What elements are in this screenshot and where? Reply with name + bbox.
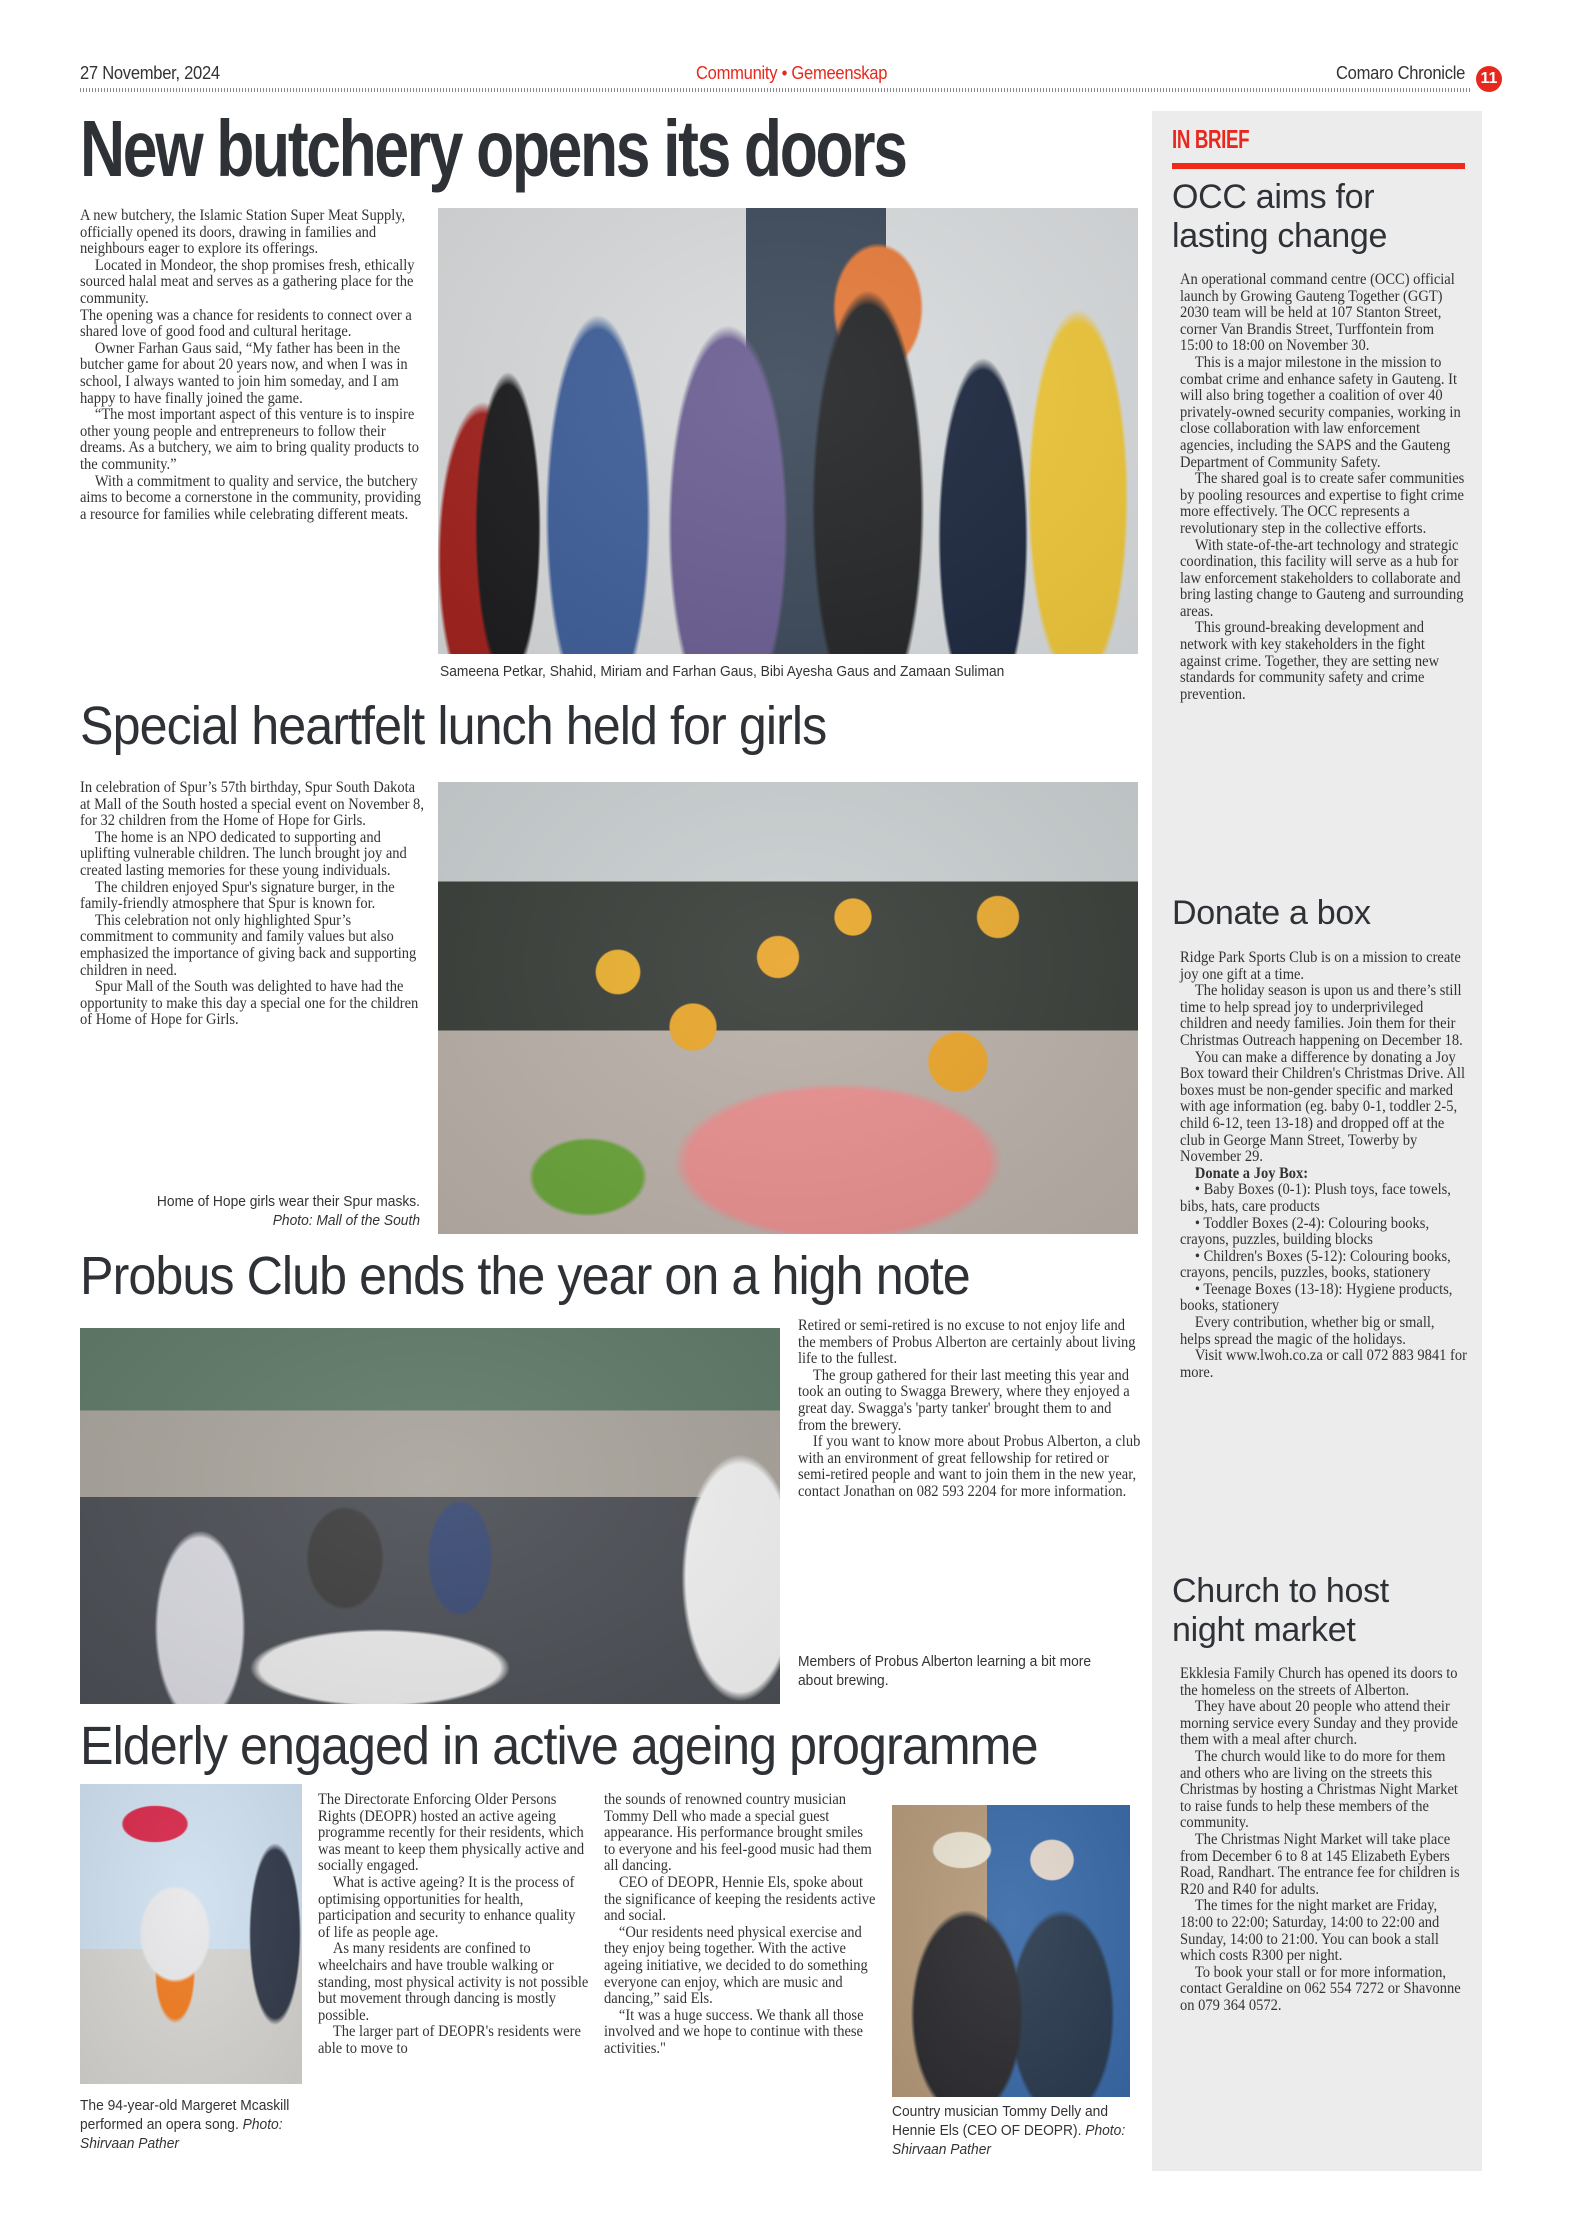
masthead-rule	[80, 88, 1470, 92]
in-brief-rule	[1172, 163, 1465, 169]
caption-text: The 94-year-old Margeret Mcaskill performed an opera song.	[80, 2097, 290, 2133]
headline-church	[1172, 1572, 1389, 1650]
caption-butchery: Sameena Petkar, Shahid, Miriam and Farhan Gaus, Bibi Ayesha Gaus and Zamaan Suliman	[440, 663, 1005, 680]
paragraph: With a commitment to quality and service, the butchery aims to become a cornerstone in the community, providing a resource for families while celebrating different meats.	[80, 472, 421, 523]
list-title: Donate a Joy Box:	[1194, 1164, 1309, 1182]
paragraph: The shared goal is to create safer communities by pooling resources and expertise to fight crime more effectively. The OCC represents a revolutionary step in the collective efforts.	[1180, 470, 1465, 537]
photo-margeret-mcaskill	[80, 1784, 302, 2084]
section-label: Community • Gemeenskap	[696, 63, 888, 83]
paragraph: To book your stall or for more information, contact Geraldine on 062 554 7272 or Shavonne on 079 364 0572.	[1180, 1963, 1461, 2014]
paragraph: A new butchery, the Islamic Station Super Meat Supply, officially opened its doors, drawing in families and neighbours eager to explore its offerings.	[80, 207, 406, 258]
paragraph: Ekklesia Family Church has opened its doors to the homeless on the streets of Alberton.	[1180, 1665, 1458, 1699]
list-item: • Toddler Boxes (2-4): Colouring books, crayons, puzzles, building blocks	[1180, 1214, 1430, 1249]
body-butchery	[80, 208, 424, 523]
headline-elderly: Elderly engaged in active ageing programme	[80, 1716, 1038, 1776]
headline-line: night market	[1172, 1611, 1356, 1649]
photo-probus-members	[80, 1328, 780, 1704]
paragraph: CEO of DEOPR, Hennie Els, spoke about the significance of keeping the residents active and social.	[604, 1873, 876, 1925]
paragraph: Ridge Park Sports Club is on a mission to create joy one gift at a time.	[1180, 949, 1461, 983]
list-item: • Baby Boxes (0-1): Plush toys, face towels, bibs, hats, care products	[1180, 1181, 1451, 1215]
caption-probus: Members of Probus Alberton learning a bit more about brewing.	[798, 1653, 1092, 1689]
paragraph: “It was a huge success. We thank all those involved and we hope to continue with these activities."	[604, 2006, 864, 2057]
page-number-badge: 11	[1476, 66, 1502, 92]
paragraph: This ground-breaking development and network with key stakeholders in the fight against crime. Together, they are setting new standards for community safety and crime prevention.	[1180, 619, 1440, 703]
photo-credit: Photo: Mall of the South	[272, 1212, 420, 1229]
body-church	[1180, 1666, 1468, 2014]
caption-elderly-right	[892, 2102, 1140, 2159]
paragraph: The Directorate Enforcing Older Persons Rights (DEOPR) hosted an active ageing programme recently for their residents, which was meant to keep them physically active and socially engaged.	[318, 1791, 585, 1875]
headline-donate: Donate a box	[1172, 894, 1371, 932]
paragraph: In celebration of Spur’s 57th birthday, Spur South Dakota at Mall of the South hosted a special event on November 8, for 32 children from the Home of Hope for Girls.	[80, 779, 424, 830]
paragraph: The Christmas Night Market will take place from December 6 to 8 at 145 Elizabeth Eybers Road, Randhart. The entrance fee for children is R20 and R40 for adults.	[1180, 1830, 1460, 1898]
paragraph: Retired or semi-retired is no excuse to not enjoy life and the members of Probus Alberton are certainly about living life to the fullest.	[798, 1317, 1136, 1368]
headline-probus: Probus Club ends the year on a high note	[80, 1246, 970, 1306]
paragraph: This celebration not only highlighted Spur’s commitment to community and family values but also emphasized the importance of giving back and supporting children in need.	[80, 911, 417, 979]
paragraph: They have about 20 people who attend their morning service every Sunday and they provide them with a meal after church.	[1180, 1698, 1458, 1749]
paragraph: The group gathered for their last meeting this year and took an outing to Swagga Brewery, where they enjoyed a great day. Swagga's 'party tanker' brought them to and from the brewery.	[798, 1366, 1130, 1434]
paper-name: Comaro Chronicle	[1336, 63, 1466, 83]
paragraph: The larger part of DEOPR's residents were able to move to	[318, 2023, 581, 2057]
paragraph: “The most important aspect of this venture is to inspire other young people and entrepreneurs to follow their dreams. As a butchery, we aim to bring quality products to the community.”	[80, 406, 419, 473]
paragraph: This is a major milestone in the mission to combat crime and enhance safety in Gauteng. It will also bring together a coalition of over 40 privately-owned security companies, working in close collaboration with law enforcement agencies, including the SAPS and the Gauteng Department of Community Safety.	[1180, 353, 1461, 471]
headline-spur: Special heartfelt lunch held for girls	[80, 696, 827, 756]
paragraph: The home is an NPO dedicated to supporting and uplifting vulnerable children. The lunch brought joy and created lasting memories for these young individuals.	[80, 828, 407, 879]
photo-tommy-delly-hennie-els	[892, 1805, 1130, 2097]
paragraph: Every contribution, whether big or small, helps spread the magic of the holidays.	[1180, 1314, 1435, 1348]
body-spur	[80, 780, 424, 1029]
body-elderly-col1	[318, 1792, 590, 2058]
caption-spur	[89, 1192, 420, 1230]
paragraph: As many residents are confined to wheelchairs and have trouble walking or standing, most physical activity is not possible but movement through dancing is mostly possible.	[318, 1940, 589, 2024]
paragraph: Owner Farhan Gaus said, “My father has been in the butcher game for about 20 years now, and when I was in school, I always wanted to join him someday, and I am happy to have finally joined the game.	[80, 339, 408, 407]
paragraph: An operational command centre (OCC) official launch by Growing Gauteng Together (GGT) 2030 team will be held at 107 Stanton Street, corner Van Brandis Street, Turffontein from 15:00 to 18:00 on November 30.	[1180, 271, 1455, 355]
photo-spur-masks	[438, 782, 1138, 1234]
paragraph: the sounds of renowned country musician Tommy Dell who made a special guest appearance. His performance brought smiles to everyone and his feel-good music had them all dancing.	[604, 1791, 872, 1875]
photo-credit: Photo: Shirvaan Pather	[80, 2116, 283, 2152]
paragraph: The holiday season is upon us and there’s still time to help spread joy to underprivileged children and needy families. Join them for their Christmas Outreach happening on December 18.	[1180, 982, 1463, 1049]
photo-credit: Photo: Shirvaan Pather	[892, 2122, 1126, 2158]
paragraph: Spur Mall of the South was delighted to have had the opportunity to make this day a special one for the children of Home of Hope for Girls.	[80, 978, 419, 1029]
issue-date: 27 November, 2024	[80, 63, 220, 83]
photo-butchery-family	[438, 208, 1138, 654]
paragraph: The children enjoyed Spur's signature burger, in the family-friendly atmosphere that Spur is known for.	[80, 878, 395, 913]
body-elderly-col2	[604, 1792, 876, 2058]
body-probus	[798, 1318, 1142, 1501]
list-item: • Children's Boxes (5-12): Colouring books, crayons, pencils, puzzles, books, stationery	[1180, 1247, 1451, 1282]
paragraph: The times for the night market are Friday, 18:00 to 22:00; Saturday, 14:00 to 22:00 and Sunday, 14:00 to 21:00. You can book a stall which costs R300 per night.	[1180, 1897, 1440, 1965]
paragraph: The opening was a chance for residents to connect over a shared love of good food and cultural heritage.	[80, 306, 412, 341]
caption-elderly-left	[80, 2096, 310, 2153]
paragraph: What is active ageing? It is the process of optimising opportunities for health, participation and security to enhance quality of life as people age.	[318, 1873, 576, 1941]
headline-line: OCC aims for	[1172, 178, 1375, 216]
paragraph: With state-of-the-art technology and strategic coordination, this facility will serve as a hub for law enforcement stakeholders to collaborate and bring lasting change to Gauteng and surrounding areas.	[1180, 536, 1464, 620]
paragraph: If you want to know more about Probus Alberton, a club with an environment of great fellowship for retired or semi-retired people and want to join them in the new year, contact Jonathan on 082 593 2204 for more information.	[798, 1433, 1141, 1500]
paragraph: Located in Mondeor, the shop promises fresh, ethically sourced halal meat and serves as a gathering place for the community.	[80, 256, 415, 307]
paragraph: You can make a difference by donating a Joy Box toward their Children's Christmas Drive. All boxes must be non-gender specific and marked with age information (eg. baby 0-1, toddler 2-5, child 6-12, teen 13-18) and dropped off at the club in George Mann Street, Towerby by November 29.	[1180, 1048, 1465, 1166]
headline-occ	[1172, 178, 1387, 256]
paragraph: The church would like to do more for them and others who are living on the streets this Christmas by hosting a Christmas Night Market to raise funds to help these members of the community.	[1180, 1747, 1458, 1832]
headline-line: Church to host	[1172, 1572, 1389, 1610]
paragraph: Visit www.lwoh.co.za or call 072 883 9841 for more.	[1180, 1347, 1467, 1381]
body-donate	[1180, 950, 1468, 1381]
caption-text: Home of Hope girls wear their Spur masks.	[156, 1193, 420, 1210]
headline-butchery: New butchery opens its doors	[80, 104, 906, 193]
headline-line: lasting change	[1172, 217, 1388, 255]
paragraph: “Our residents need physical exercise and they enjoy being together. With the active ageing initiative, we decided to do something everyone can enjoy, which are music and dancing,” said Els.	[604, 1923, 868, 2008]
caption-text: Country musician Tommy Delly and Hennie Els (CEO OF DEOPR).	[892, 2103, 1109, 2139]
list-item: • Teenage Boxes (13-18): Hygiene products, books, stationery	[1180, 1280, 1453, 1315]
in-brief-label: IN BRIEF	[1172, 124, 1250, 154]
body-occ	[1180, 272, 1468, 703]
